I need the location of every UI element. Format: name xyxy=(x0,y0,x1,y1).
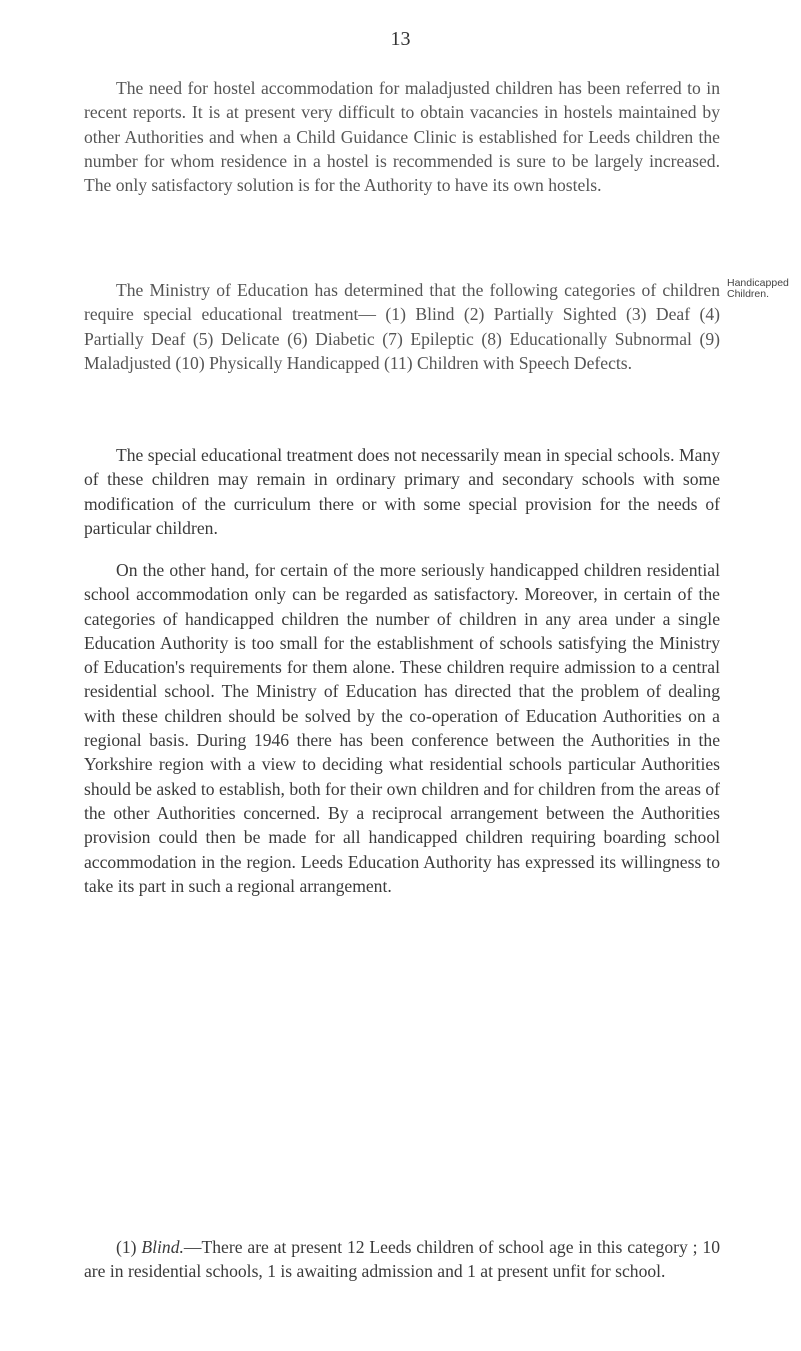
paragraph-hostel-accommodation: The need for hostel accommodation for maladjusted children has been referred to in recent reports. It is at present very difficult to obtain vacancies in hostels maintained by other Authorities and when a Child Guidance Clinic is established for Leeds children the number for whom residence in a hostel is recommended is sure to be largely increased. The only satisfactory solution is for the Authority to have its own hostels. xyxy=(84,78,720,196)
paragraph-blind xyxy=(84,1235,720,1284)
blind-text: —There are at present 12 Leeds children of school age in this category ; 10 are in residential schools, 1 is awaiting admission and 1 at present unfit for school. xyxy=(84,1237,720,1282)
margin-note-line-2: Children. xyxy=(727,288,770,300)
margin-note xyxy=(727,278,801,300)
page-number: 13 xyxy=(390,28,411,50)
margin-note-line-1: Handicapped xyxy=(727,277,789,289)
blind-heading: Blind. xyxy=(141,1237,184,1257)
paragraph-categories: The Ministry of Education has determined that the following categories of children require special educational treatment— (1) Blind (2) Partially Sighted (3) Deaf (4) Partially Deaf (5) Delicate (6) Diabetic (7) Epileptic (8) Educationally Subnormal (9) Maladjusted (10) Physically Handicapped (11) Children with Speech Defects. xyxy=(84,280,720,373)
blind-number: (1) xyxy=(116,1237,137,1257)
paragraph-residential-schools: On the other hand, for certain of the more seriously handicapped children residential school accommodation only can be regarded as satisfactory. Moreover, in certain of the categories of handicapped children the number of children in any area under a single Education Authority is too small for the establishment of schools satisfying the Ministry of Education's requirements for them alone. These children require admission to a central residential school. The Ministry of Education has directed that the problem of dealing with these children should be solved by the co-operation of Education Authorities on a regional basis. During 1946 there has been conference between the Authorities in the Yorkshire region with a view to deciding what residential schools particular Authorities should be asked to establish, both for their own children and for children from the areas of the other Authorities concerned. By a reciprocal arrangement between the Authorities provision could then be made for all handicapped children requiring boarding school accommodation in the region. Leeds Education Authority has expressed its willingness to take its part in such a regional arrangement. xyxy=(84,560,720,896)
paragraph-special-treatment: The special educational treatment does not necessarily mean in special schools. Many of these children may remain in ordinary primary and secondary schools with some modification of the curriculum there or with some special provision for the needs of particular children. xyxy=(84,445,720,538)
